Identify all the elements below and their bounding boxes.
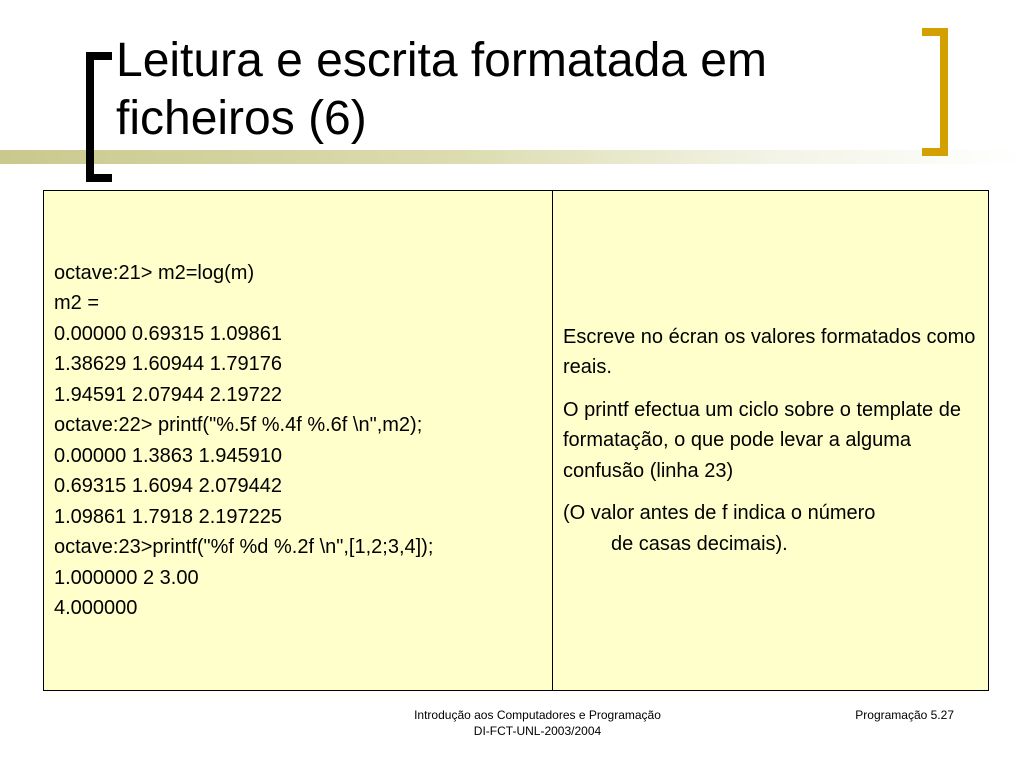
explanation-paragraph: Escreve no écran os valores formatados como reais. (563, 325, 976, 379)
code-line: 4.000000 (54, 597, 138, 619)
code-line: 1.000000 2 3.00 (54, 566, 199, 589)
code-line: 1.38629 1.60944 1.79176 (54, 353, 282, 375)
content-table (43, 190, 989, 691)
footer-slide-number: Programação 5.27 (855, 708, 954, 722)
code-line: 1.94591 2.07944 2.19722 (54, 383, 282, 406)
footer-course-line-1: Introdução aos Computadores e Programação (414, 708, 661, 722)
title-band (0, 150, 1024, 164)
code-line: octave:21> m2=log(m) (54, 261, 255, 284)
right-bracket-decoration (922, 28, 948, 156)
code-line: 0.00000 1.3863 1.945910 (54, 444, 282, 467)
footer-course (360, 707, 715, 739)
explanation-paragraph: O printf efectua um ciclo sobre o template de formatação, o que pode levar a alguma confusão (linha 23) (563, 398, 961, 482)
code-line: m2 = (54, 292, 100, 314)
explanation-note-line-2: de casas decimais). (611, 532, 788, 555)
footer-course-line-2: DI-FCT-UNL-2003/2004 (473, 724, 602, 738)
code-line: 0.69315 1.6094 2.079442 (54, 475, 282, 497)
slide-title-line-1: Leitura e escrita formatada em (116, 34, 767, 87)
left-bracket-decoration (86, 52, 112, 182)
code-line: 1.09861 1.7918 2.197225 (54, 505, 282, 528)
explanation-note-line-1: (O valor antes de f indica o número (563, 502, 876, 525)
code-line: octave:23>printf("%f %d %.2f \n",[1,2;3,4]); (54, 536, 434, 558)
code-line: octave:22> printf("%.5f %.4f %.6f \n",m2); (54, 414, 423, 436)
slide-title (116, 32, 916, 148)
slide-title-line-2: ficheiros (6) (116, 92, 367, 145)
explanation-note (563, 498, 978, 559)
code-cell (44, 191, 553, 690)
explanation-cell (553, 191, 988, 690)
code-line: 0.00000 0.69315 1.09861 (54, 322, 282, 345)
